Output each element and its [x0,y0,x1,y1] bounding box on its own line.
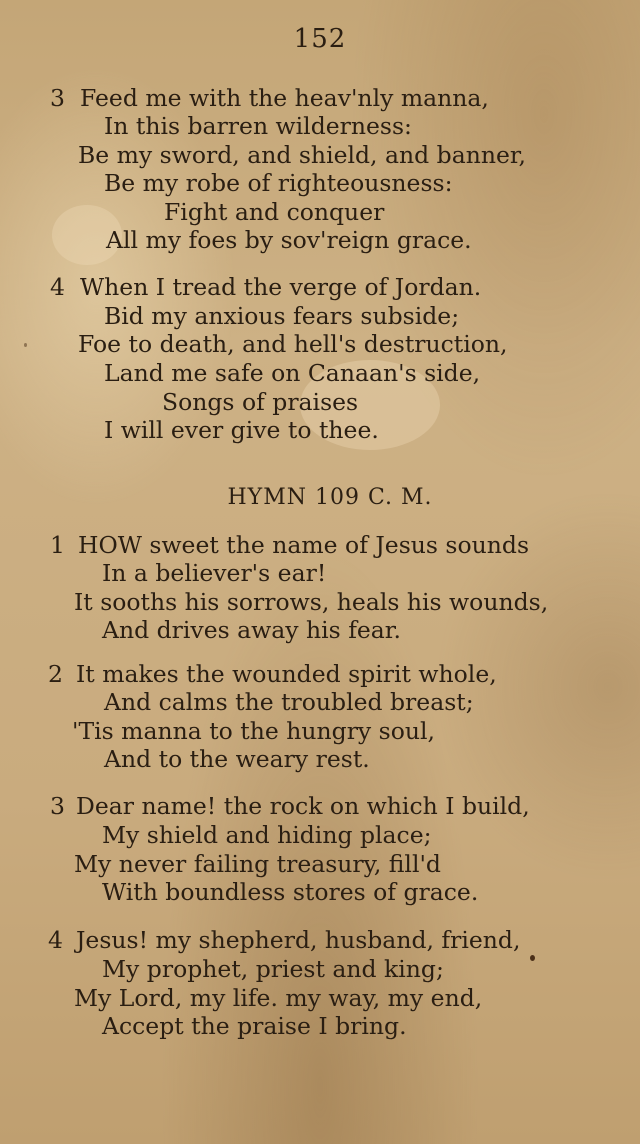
stanza-number: 2 [48,660,63,688]
verse-line: 'Tis manna to the hungry soul, [72,717,435,745]
verse-line: And to the weary rest. [104,745,370,773]
verse-line: Feed me with the heav'nly manna, [80,84,489,112]
verse-line: HOW sweet the name of Jesus sounds [78,531,529,559]
verse-line: Dear name! the rock on which I build, [76,792,530,820]
verse-line: My shield and hiding place; [102,821,432,849]
verse-line: All my foes by sov'reign grace. [106,226,472,254]
verse-line: It sooths his sorrows, heals his wounds, [74,588,549,616]
verse-line: Foe to death, and hell's destruction, [78,330,508,358]
stanza-number: 4 [50,273,65,301]
verse-line: When I tread the verge of Jordan. [80,273,482,301]
verse-line: And drives away his fear. [102,616,401,644]
hymn-title: HYMN 109 C. M. [227,485,433,510]
verse-line: In a believer's ear! [102,559,327,587]
ink-spot [530,955,535,961]
stanza-number: 3 [50,792,65,820]
verse-line: Songs of praises [162,388,359,416]
verse-line: Jesus! my shepherd, husband, friend, [76,926,521,954]
verse-line: In this barren wilderness: [104,112,412,140]
ink-spot [24,343,27,347]
stanza-number: 1 [50,531,65,559]
verse-line: With boundless stores of grace. [102,878,479,906]
stanza-number: 4 [48,926,63,954]
verse-line: Bid my anxious fears subside; [104,302,460,330]
verse-line: Be my robe of righteousness: [104,169,453,197]
verse-line: Land me safe on Canaan's side, [104,359,481,387]
stanza-number: 3 [50,84,65,112]
verse-line: Accept the praise I bring. [102,1012,407,1040]
verse-line: It makes the wounded spirit whole, [76,660,497,688]
verse-line: I will ever give to thee. [104,416,379,444]
verse-line: Fight and conquer [164,198,385,226]
page-number: 152 [293,24,347,54]
verse-line: Be my sword, and shield, and banner, [78,141,527,169]
verse-line: My Lord, my life. my way, my end, [74,984,483,1012]
verse-line: And calms the troubled breast; [104,688,474,716]
verse-line: My prophet, priest and king; [102,955,444,983]
verse-line: My never failing treasury, fill'd [74,850,441,878]
